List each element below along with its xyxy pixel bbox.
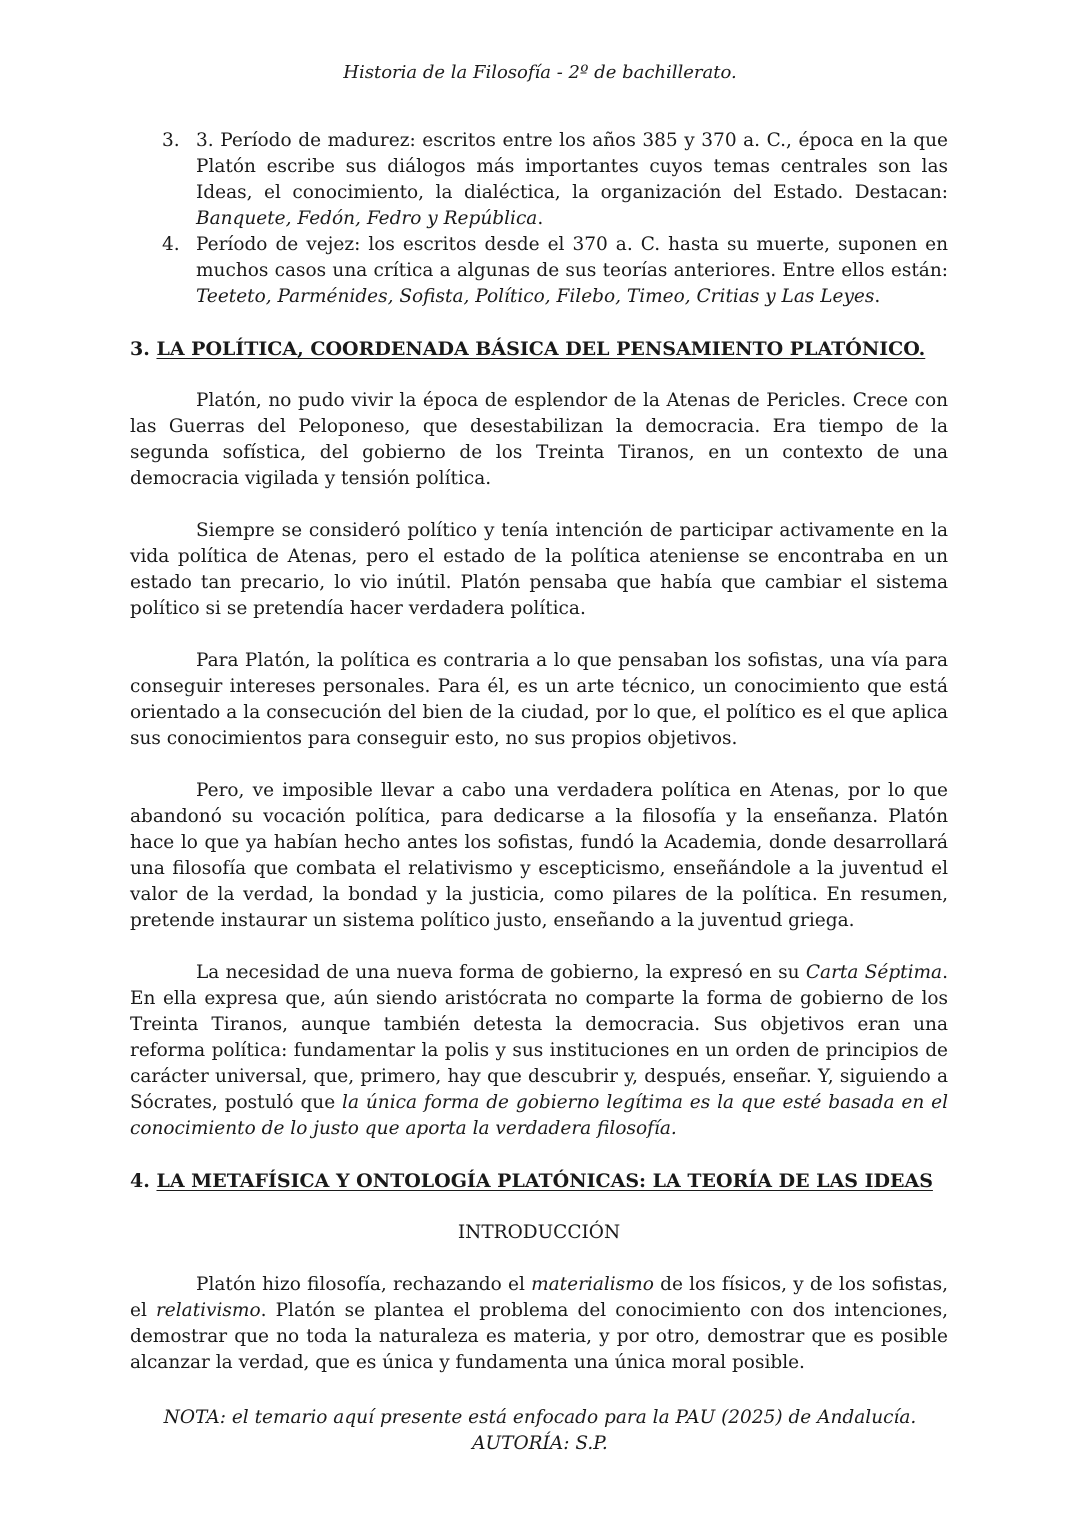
paragraph-italic: la única forma de gobierno legítima es la que esté basada en el conocimiento de lo justo que aporta la verdadera filosofía. [130, 1092, 948, 1139]
footer-note: NOTA: el temario aquí presente está enfocado para la PAU (2025) de Andalucía. [163, 1407, 917, 1428]
paragraph [130, 1272, 948, 1376]
paragraph-text: de los físicos, y de los sofistas, el [130, 1274, 948, 1321]
section-number: 3. [130, 338, 150, 360]
list-item-text: 3. Período de madurez: escritos entre los años 385 y 370 a. C., época en la que Platón escribe sus diálogos más importantes cuyos temas centrales son las Ideas, el conocimiento, la dialéctica, la organización del Estado. Destacan: [196, 130, 948, 203]
paragraph: Siempre se consideró político y tenía intención de participar activamente en la vida política de Atenas, pero el estado de la política ateniense se encontraba en un estado tan precario, lo vio inútil. Platón pensaba que había que cambiar el sistema político si se pretendía hacer verdadera política. [130, 520, 948, 619]
page-header: Historia de la Filosofía - 2º de bachillerato. [343, 62, 737, 83]
paragraph-italic: Carta Séptima [805, 962, 943, 983]
list-item-text: Período de vejez: los escritos desde el 370 a. C. hasta su muerte, suponen en muchos casos una crítica a algunas de sus teorías anteriores. Entre ellos están: [196, 234, 948, 281]
section-title: LA POLÍTICA, COORDENADA BÁSICA DEL PENSAMIENTO PLATÓNICO. [156, 338, 926, 360]
list-item-end: . [874, 286, 881, 307]
section-4-heading [130, 1168, 948, 1194]
list-item-number: 3. [162, 130, 180, 151]
page-footer [0, 1405, 1080, 1457]
list-item-end: . [537, 208, 544, 229]
paragraph: Pero, ve imposible llevar a cabo una verdadera política en Atenas, por lo que abandonó su vocación política, para dedicarse a la filosofía y la enseñanza. Platón hace lo que ya habían hecho antes los sofistas, fundó la Academia, donde desarrollará una filosofía que combata el relativismo y escepticismo, enseñándole a la juventud el valor de la verdad, la bondad y la justicia, como pilares de la política. En resumen, pretende instaurar un sistema político justo, enseñando a la juventud griega. [130, 780, 948, 931]
page-content [130, 128, 948, 1402]
paragraph-italic: materialismo [531, 1274, 654, 1295]
section-3-heading [130, 336, 948, 362]
paragraph-text: . En ella expresa que, aún siendo aristócrata no comparte la forma de gobierno de los Treinta Tiranos, aunque también detesta la democracia. Sus objetivos eran una reforma política: fundamentar la polis y sus instituciones en un orden de principios de carácter universal, que, primero, hay que descubrir y, después, enseñar. Y, siguiendo a Sócrates, postuló que [130, 962, 948, 1113]
paragraph-italic: relativismo [155, 1300, 261, 1321]
paragraph: Platón, no pudo vivir la época de esplendor de la Atenas de Pericles. Crece con las Guerras del Peloponeso, que desestabilizan la democracia. Era tiempo de la segunda sofística, del gobierno de los Treinta Tiranos, en un contexto de una democracia vigilada y tensión política. [130, 390, 948, 489]
list-item [130, 128, 948, 232]
footer-author: AUTORÍA: S.P. [472, 1433, 608, 1454]
paragraph-text: Platón hizo filosofía, rechazando el [196, 1274, 532, 1295]
list-item-number: 4. [162, 234, 180, 255]
paragraph-text: La necesidad de una nueva forma de gobierno, la expresó en su [196, 962, 806, 983]
paragraph [130, 960, 948, 1142]
paragraph: Para Platón, la política es contraria a lo que pensaban los sofistas, una vía para conseguir intereses personales. Para él, es un arte técnico, un conocimiento que está orientado a la consecución del bien de la ciudad, por lo que, el político es el que aplica sus conocimientos para conseguir esto, no sus propios objetivos. [130, 650, 948, 749]
section-number: 4. [130, 1170, 150, 1192]
periods-list [130, 128, 948, 310]
subheading: INTRODUCCIÓN [457, 1222, 621, 1243]
list-item-works: Teeteto, Parménides, Sofista, Político, Filebo, Timeo, Critias y Las Leyes [196, 286, 875, 307]
list-item [130, 232, 948, 310]
list-item-works: Banquete, Fedón, Fedro y República [196, 208, 538, 229]
section-title: LA METAFÍSICA Y ONTOLOGÍA PLATÓNICAS: LA TEORÍA DE LAS IDEAS [156, 1170, 933, 1192]
paragraph-text: . Platón se plantea el problema del conocimiento con dos intenciones, demostrar que no toda la naturaleza es materia, y por otro, demostrar que es posible alcanzar la verdad, que es única y fundamenta una única moral posible. [130, 1300, 948, 1373]
